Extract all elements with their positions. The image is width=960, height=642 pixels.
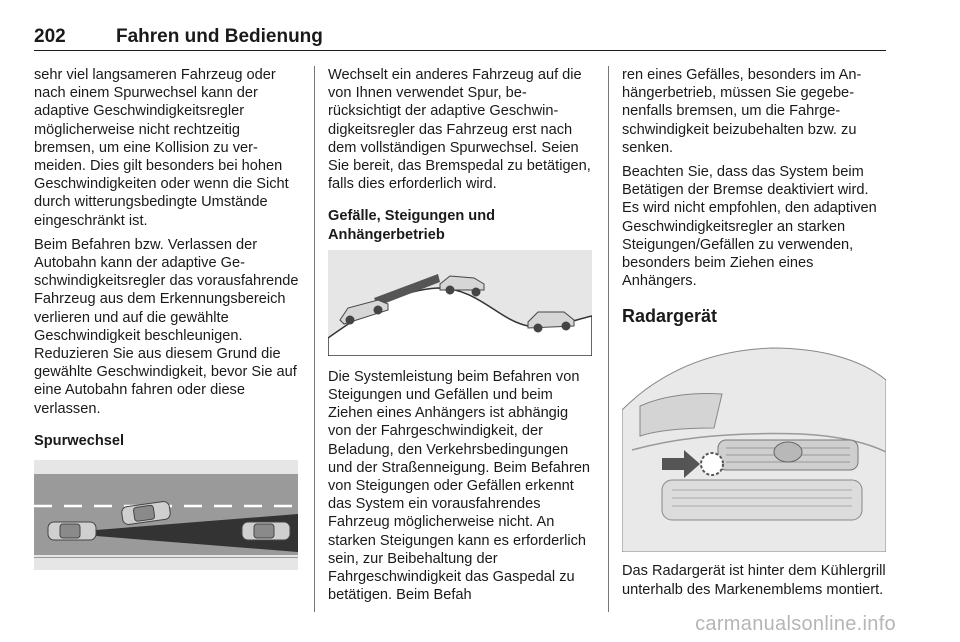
watermark: carmanualsonline.info xyxy=(695,613,896,635)
lane-change-illustration xyxy=(34,460,298,570)
chapter-title: Fahren und Bedienung xyxy=(116,26,323,47)
text-column-1 xyxy=(34,66,300,570)
radar-sensor-marker xyxy=(701,453,723,475)
section-title-radar: Radargerät xyxy=(622,306,718,327)
paragraph: Wechselt ein anderes Fahrzeug auf die von Ihnen verwendet Spur, berücksichtigt der adaptive Geschwindigkeitsregler das Fahrzeug erst nach dem vollständigen Spurwechsel. Seien Sie bereit, das Bremspedal zu betätigen, falls dies erforderlich wird. xyxy=(328,67,591,193)
page-number: 202 xyxy=(34,26,66,47)
column-divider xyxy=(608,66,609,612)
text-column-3 xyxy=(622,66,888,605)
subheading-slopes: Gefälle, Steigungen und Anhängerbetrieb xyxy=(328,208,496,243)
page-header xyxy=(34,26,886,51)
own-car xyxy=(48,522,96,540)
subheading-lane-change: Spurwechsel xyxy=(34,432,125,449)
text-column-2 xyxy=(328,66,594,610)
paragraph: Das Radargerät ist hinter dem Kühlergrill unterhalb des Markenemblems montiert. xyxy=(622,563,886,598)
radar-sensor-illustration xyxy=(622,340,886,552)
paragraph: Die Systemleistung beim Befahren von Steigungen und Gefällen und beim Ziehen eines Anhängers ist abhängig von der Fahrgeschwindigkeit, der Beladung, den Verkehrsbedingungen und der Straßenneigung. Beim Befahren von Steigungen oder Gefällen erkennt das System ein vorausfahrendes Fahrzeug möglicherweise nicht. An starken Steigungen kann es erforderlich sein, zur Beibehaltung der Fahrgeschwindigkeit das Gaspedal zu betätigen. Beim Befah xyxy=(328,368,591,604)
column-divider xyxy=(314,66,315,612)
slope-illustration xyxy=(328,250,592,356)
paragraph: Beachten Sie, dass das System beim Betätigen der Bremse deaktiviert wird. Es wird nicht empfohlen, den adaptiven Geschwindigkeitsregler an starken Steigungen/Gefällen zu verwenden, besonders beim Ziehen eines Anhängers. xyxy=(622,164,877,290)
paragraph: ren eines Gefälles, besonders im Anhängerbetrieb, müssen Sie gegebenenfalls bremsen, um die Fahrgeschwindigkeit beizubehalten bzw. zu senken. xyxy=(622,67,862,156)
paragraph: sehr viel langsameren Fahrzeug oder nach einem Spurwechsel kann der adaptive Geschwindigkeitsregler möglicherweise nicht rechtzeitig bremsen, um eine Kollision zu vermeiden. Dies gilt besonders bei hohen Geschwindigkeiten oder wenn die Sicht durch witterungsbedingte Umstände eingeschränkt ist. xyxy=(34,67,289,229)
paragraph: Beim Befahren bzw. Verlassen der Autobahn kann der adaptive Geschwindigkeitsregler das vorausfahrende Fahrzeug aus dem Erkennungsbereich verlieren und auf die gewählte Geschwindigkeit beschleunigen. Reduzieren Sie aus diesem Grund die gewählte Geschwindigkeit, bevor Sie auf eine Autobahn fahren oder diese verlassen. xyxy=(34,236,299,417)
leading-car xyxy=(242,522,290,540)
